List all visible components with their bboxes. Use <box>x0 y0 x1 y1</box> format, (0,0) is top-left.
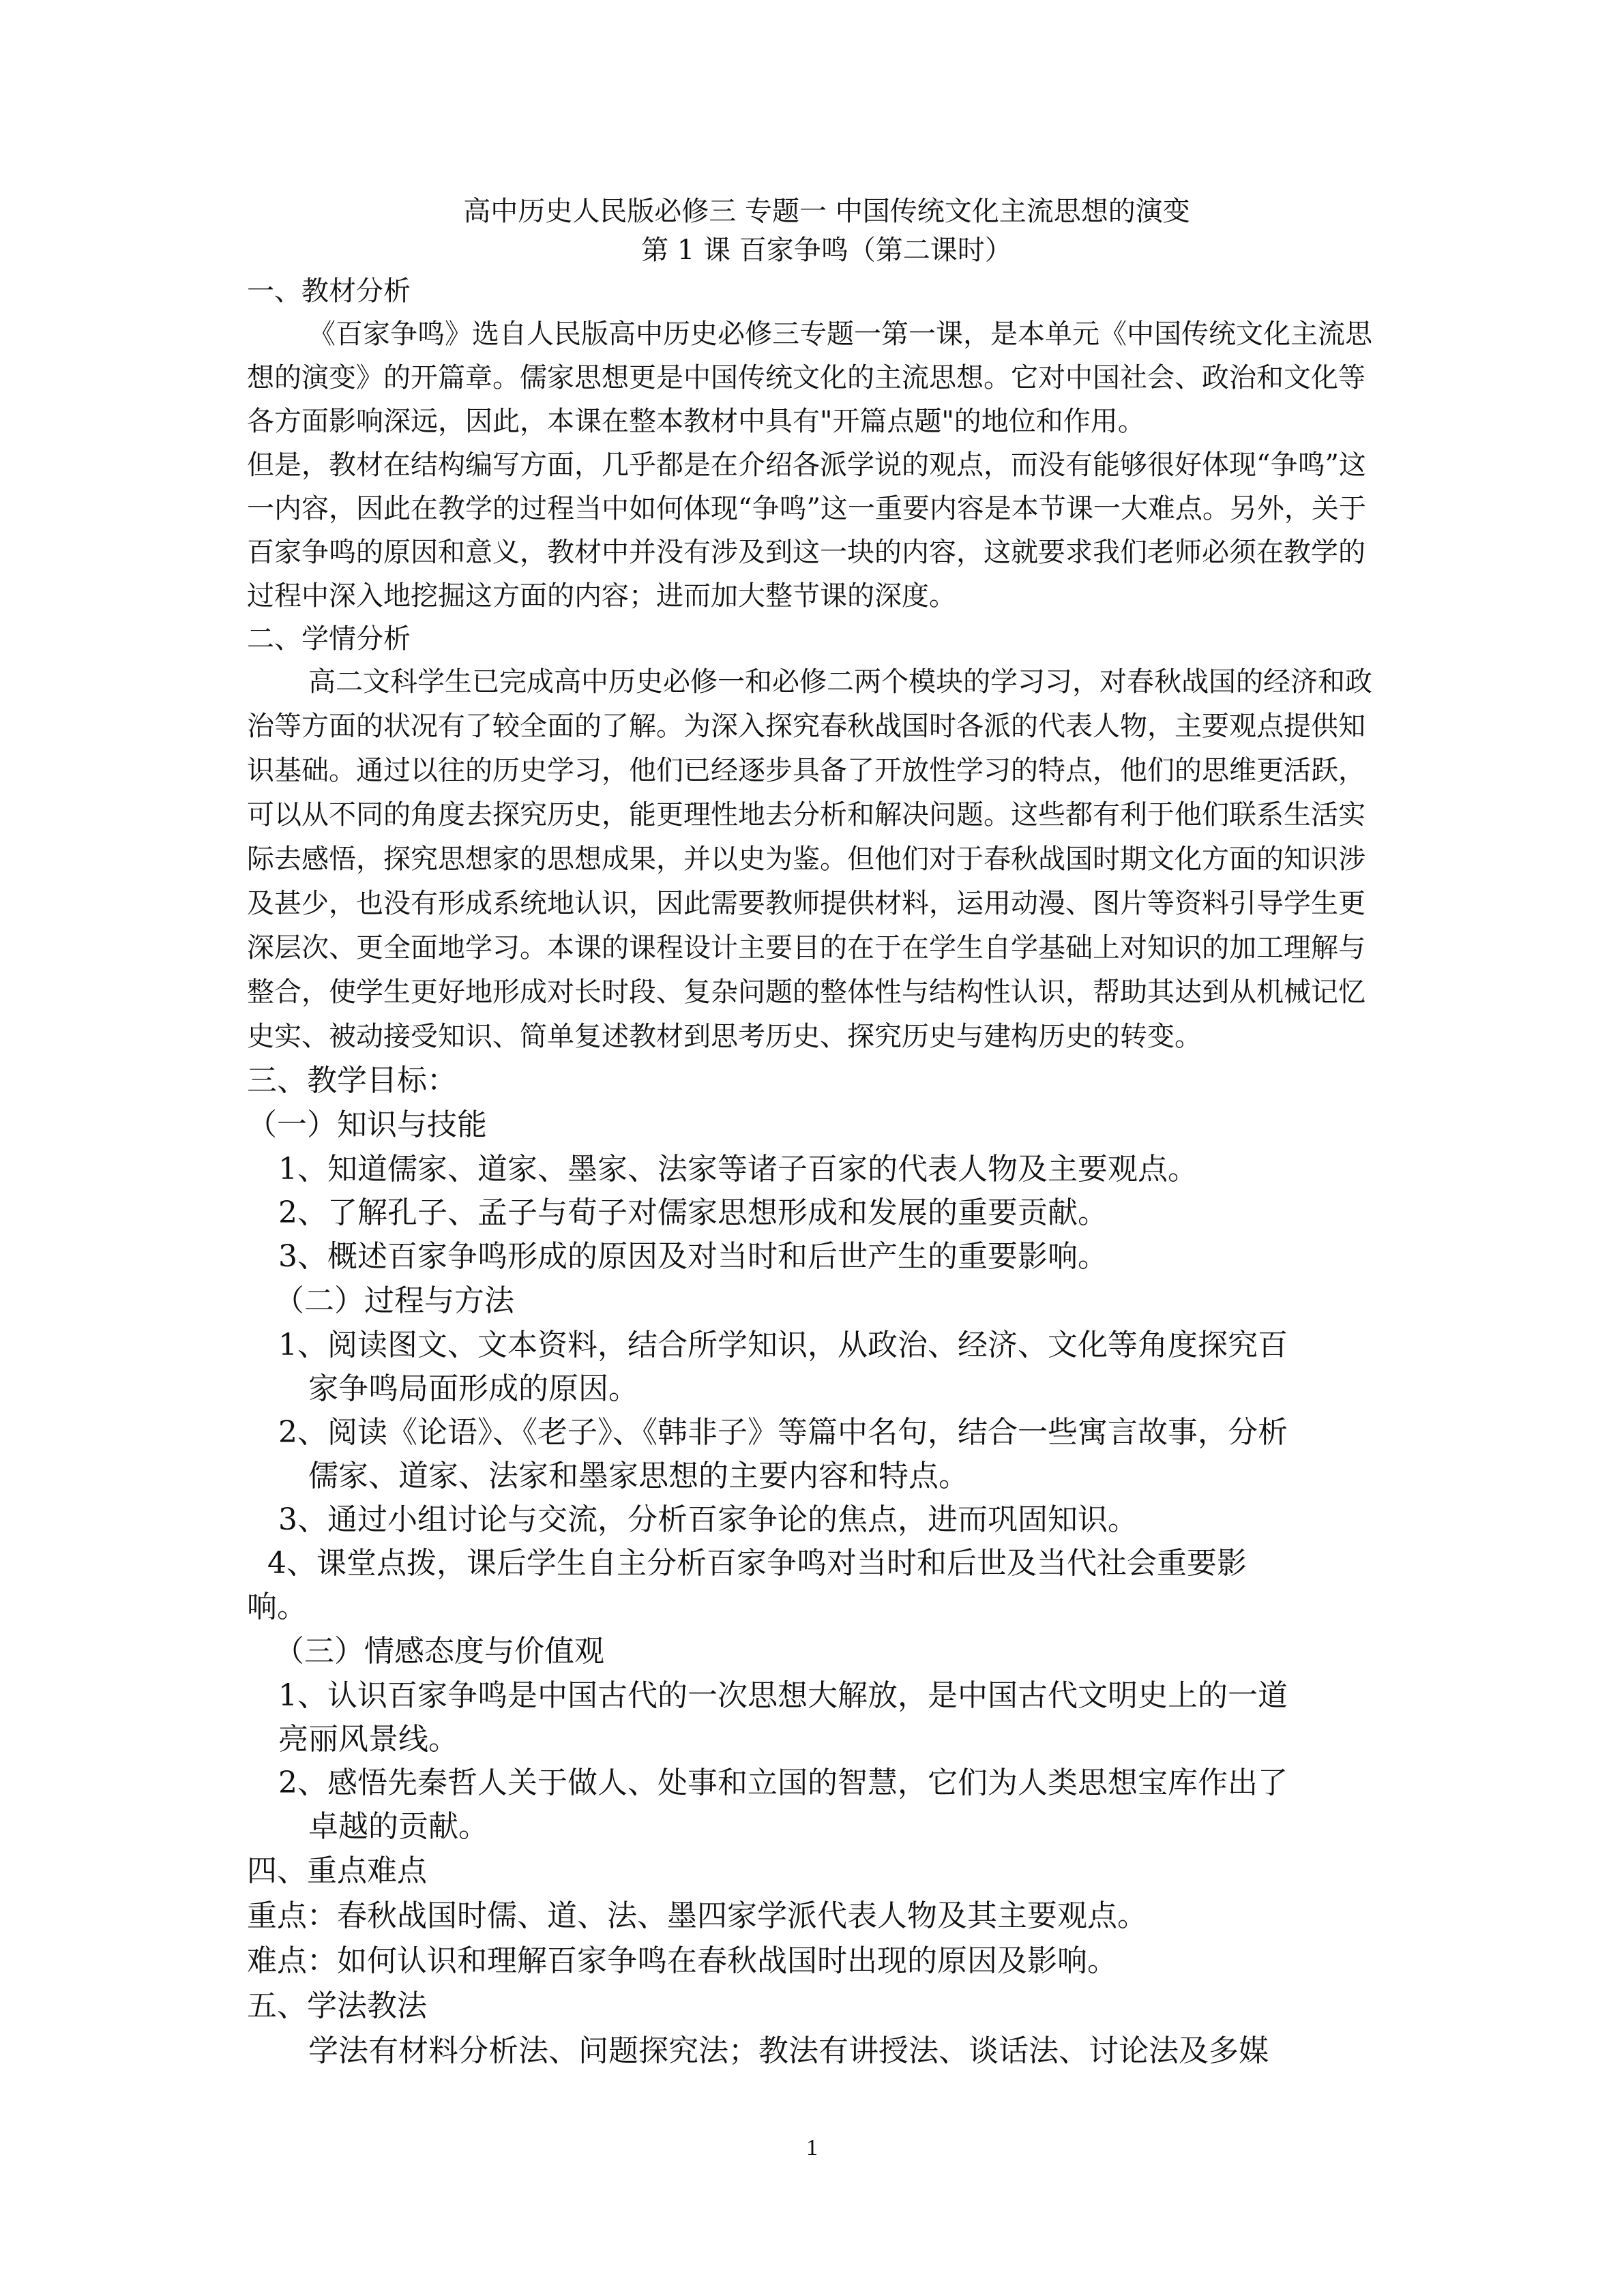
subsection-process-methods: （二）过程与方法 <box>274 1283 514 1318</box>
lesson-subtitle: 第 1 课 百家争鸣（第二课时） <box>641 235 1012 266</box>
knowledge-item-1: 1、知道儒家、道家、墨家、法家等诸子百家的代表人物及主要观点。 <box>278 1152 1198 1187</box>
process-item-1-line-2: 家争鸣局面形成的原因。 <box>308 1371 638 1406</box>
knowledge-item-2: 2、了解孔子、孟子与荀子对儒家思想形成和发展的重要贡献。 <box>278 1195 1108 1230</box>
values-item-2 <box>247 1761 1379 1849</box>
process-item-4 <box>247 1542 1379 1629</box>
textbook-analysis-paragraph-1: 《百家争鸣》选自人民版高中历史必修三专题一第一课，是本单元《中国传统文化主流思想的演变》的开篇章。儒家思想更是中国传统文化的主流思想。它对中国社会、政治和文化等各方面影响深远，因此，本课在整本教材中具有"开篇点题"的地位和作用。 <box>247 318 1372 437</box>
subsection-attitudes-values: （三）情感态度与价值观 <box>274 1634 604 1669</box>
process-item-1-line-1: 1、阅读图文、文本资料，结合所学知识，从政治、经济、文化等角度探究百 <box>278 1328 1288 1362</box>
process-item-4-line-2: 响。 <box>247 1590 307 1624</box>
values-item-1-line-2: 亮丽风景线。 <box>278 1722 458 1757</box>
section-heading-teaching-goals: 三、教学目标： <box>247 1063 457 1098</box>
process-item-2 <box>247 1411 1379 1498</box>
process-item-2-line-1: 2、阅读《论语》、《老子》、《韩非子》等篇中名句，结合一些寓言故事，分析 <box>278 1415 1288 1450</box>
process-item-2-line-2: 儒家、道家、法家和墨家思想的主要内容和特点。 <box>308 1459 969 1493</box>
knowledge-item-3: 3、概述百家争鸣形成的原因及对当时和后世产生的重要影响。 <box>278 1239 1108 1274</box>
process-item-1 <box>247 1324 1379 1411</box>
section-heading-textbook-analysis: 一、教材分析 <box>247 275 411 307</box>
values-item-1 <box>247 1674 1379 1761</box>
process-item-4-line-1: 4、课堂点拨，课后学生自主分析百家争鸣对当时和后世及当代社会重要影 <box>267 1546 1247 1581</box>
section-heading-methods: 五、学法教法 <box>247 1988 427 2023</box>
subsection-knowledge-skills: （一）知识与技能 <box>247 1107 487 1142</box>
page-number: 1 <box>806 2135 818 2160</box>
methods-paragraph: 学法有材料分析法、问题探究法；教法有讲授法、谈话法、讨论法及多媒 <box>308 2033 1269 2068</box>
values-item-1-line-1: 1、认识百家争鸣是中国古代的一次思想大解放，是中国古代文明史上的一道 <box>278 1678 1288 1713</box>
section-heading-student-analysis: 二、学情分析 <box>247 623 411 655</box>
difficult-point: 难点：如何认识和理解百家争鸣在春秋战国时出现的原因及影响。 <box>247 1943 1117 1978</box>
values-item-2-line-2: 卓越的贡献。 <box>308 1809 488 1844</box>
textbook-analysis-paragraph-2: 但是，教材在结构编写方面，几乎都是在介绍各派学说的观点，而没有能够很好体现“争鸣”这一内容，因此在教学的过程当中如何体现“争鸣”这一重要内容是本节课一大难点。另外，关于百家争鸣的原因和意义，教材中并没有涉及到这一块的内容，这就要求我们老师必须在教学的过程中深入地挖掘这方面的内容；进而加大整节课的深度。 <box>247 449 1366 612</box>
document-title: 高中历史人民版必修三 专题一 中国传统文化主流思想的演变 <box>463 196 1190 227</box>
section-heading-key-difficult: 四、重点难点 <box>247 1853 427 1888</box>
document-body <box>247 192 1379 2074</box>
values-item-2-line-1: 2、感悟先秦哲人关于做人、处事和立国的智慧，它们为人类思想宝库作出了 <box>278 1765 1288 1800</box>
key-point: 重点：春秋战国时儒、道、法、墨四家学派代表人物及其主要观点。 <box>247 1898 1147 1933</box>
student-analysis-paragraph: 高二文科学生已完成高中历史必修一和必修二两个模块的学习习，对春秋战国的经济和政治等方面的状况有了较全面的了解。为深入探究春秋战国时各派的代表人物，主要观点提供知识基础。通过以往的历史学习，他们已经逐步具备了开放性学习的特点，他们的思维更活跃，可以从不同的角度去探究历史，能更理性地去分析和解决问题。这些都有利于他们联系生活实际去感悟，探究思想家的思想成果，并以史为鉴。但他们对于春秋战国时期文化方面的知识涉及甚少，也没有形成系统地认识，因此需要教师提供材料，运用动漫、图片等资料引导学生更深层次、更全面地学习。本课的课程设计主要目的在于在学生自学基础上对知识的加工理解与整合，使学生更好地形成对长时段、复杂问题的整体性与结构性认识，帮助其达到从机械记忆史实、被动接受知识、简单复述教材到思考历史、探究历史与建构历史的转变。 <box>247 666 1372 1052</box>
process-item-3: 3、通过小组讨论与交流，分析百家争论的焦点，进而巩固知识。 <box>278 1502 1138 1537</box>
